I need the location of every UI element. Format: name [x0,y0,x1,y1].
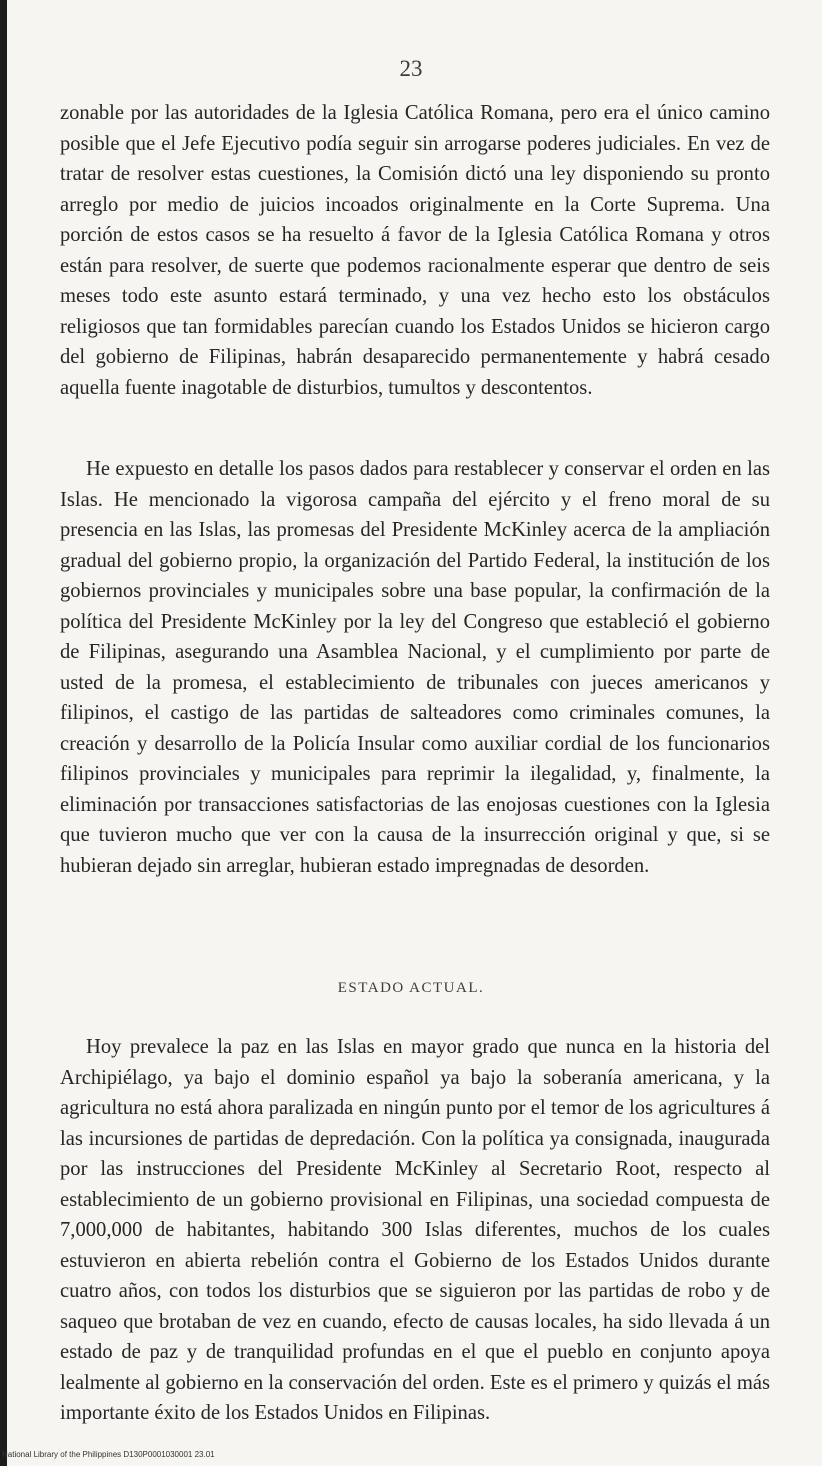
scan-left-edge [0,0,7,1466]
paragraph-1-text: zonable por las autoridades de la Iglesia Católica Romana, pero era el único camino posible que el Jefe Ejecutivo podía seguir sin arrogarse poderes judiciales. En vez de tratar de resolver estas cuestiones, la Comisión dictó una ley disponiendo su pronto arreglo por medio de juicios incoados originalmente en la Corte Suprema. Una porción de estos casos se ha resuelto á favor de la Iglesia Católica Romana y otros están para resolver, de suerte que podemos racionalmente esperar que dentro de seis meses todo este asunto estará terminado, y una vez hecho esto los obstáculos religiosos que tan formidables parecían cuando los Estados Unidos se hicieron cargo del gobierno de Filipinas, habrán desaparecido permanentemente y habrá cesado aquella fuente inagotable de disturbios, tumultos y descontentos. [60,102,770,399]
paragraph-2-text: He expuesto en detalle los pasos dados para restablecer y conservar el orden en las Islas. He mencionado la vigorosa campaña del ejército y el freno moral de su presencia en las Islas, las promesas del Presidente McKinley acerca de la ampliación gradual del gobierno propio, la organización del Partido Federal, la institución de los gobiernos provinciales y municipales sobre una base popular, la confirmación de la política del Presidente McKinley por la ley del Congreso que estableció el gobierno de Filipinas, asegurando una Asamblea Nacional, y el cumplimiento por parte de usted de la promesa, el establecimiento de tribunales con jueces americanos y filipinos, el castigo de las partidas de salteadores como criminales comunes, la creación y desarrollo de la Policía Insular como auxiliar cordial de los funcionarios filipinos provinciales y municipales para reprimir la ilegalidad, y, finalmente, la eliminación por transacciones satisfactorias de las enojosas cuestiones con la Iglesia que tuvieron mucho que ver con la causa de la insurrección original y que, si se hubieran dejado sin arreglar, hubieran estado impregnadas de desorden. [60,458,770,877]
section-heading-estado-actual: ESTADO ACTUAL. [337,980,485,996]
library-footer-note: National Library of the Philippines D130P0001030001 23.01 [2,1450,215,1459]
paragraph-current-state [60,1032,770,1429]
page-number: 23 [399,56,423,81]
paragraph-3-text: Hoy prevalece la paz en las Islas en mayor grado que nunca en la historia del Archipiélago, ya bajo el dominio español ya bajo la soberanía americana, y la agricultura no está ahora paralizada en ningún punto por el temor de los agricultures á las incursiones de partidas de depredación. Con la política ya consignada, inaugurada por las instrucciones del Presidente McKinley al Secretario Root, respecto al establecimiento de un gobierno provisional en Filipinas, una sociedad compuesta de 7,000,000 de habitantes, habitando 300 Islas diferentes, muchos de los cuales estuvieron en abierta rebelión contra el Gobierno de los Estados Unidos durante cuatro años, con todos los disturbios que se siguieron por las partidas de robo y de saqueo que brotaban de vez en cuando, efecto de causas locales, ha sido llevada á un estado de paz y de tranquilidad profundas en el que el pueblo en conjunto apoya lealmente al gobierno en la conservación del orden. Este es el primero y quizás el más importante éxito de los Estados Unidos en Filipinas. [60,1036,770,1424]
paragraph-continuation [60,98,770,403]
paragraph-measures [60,454,770,881]
